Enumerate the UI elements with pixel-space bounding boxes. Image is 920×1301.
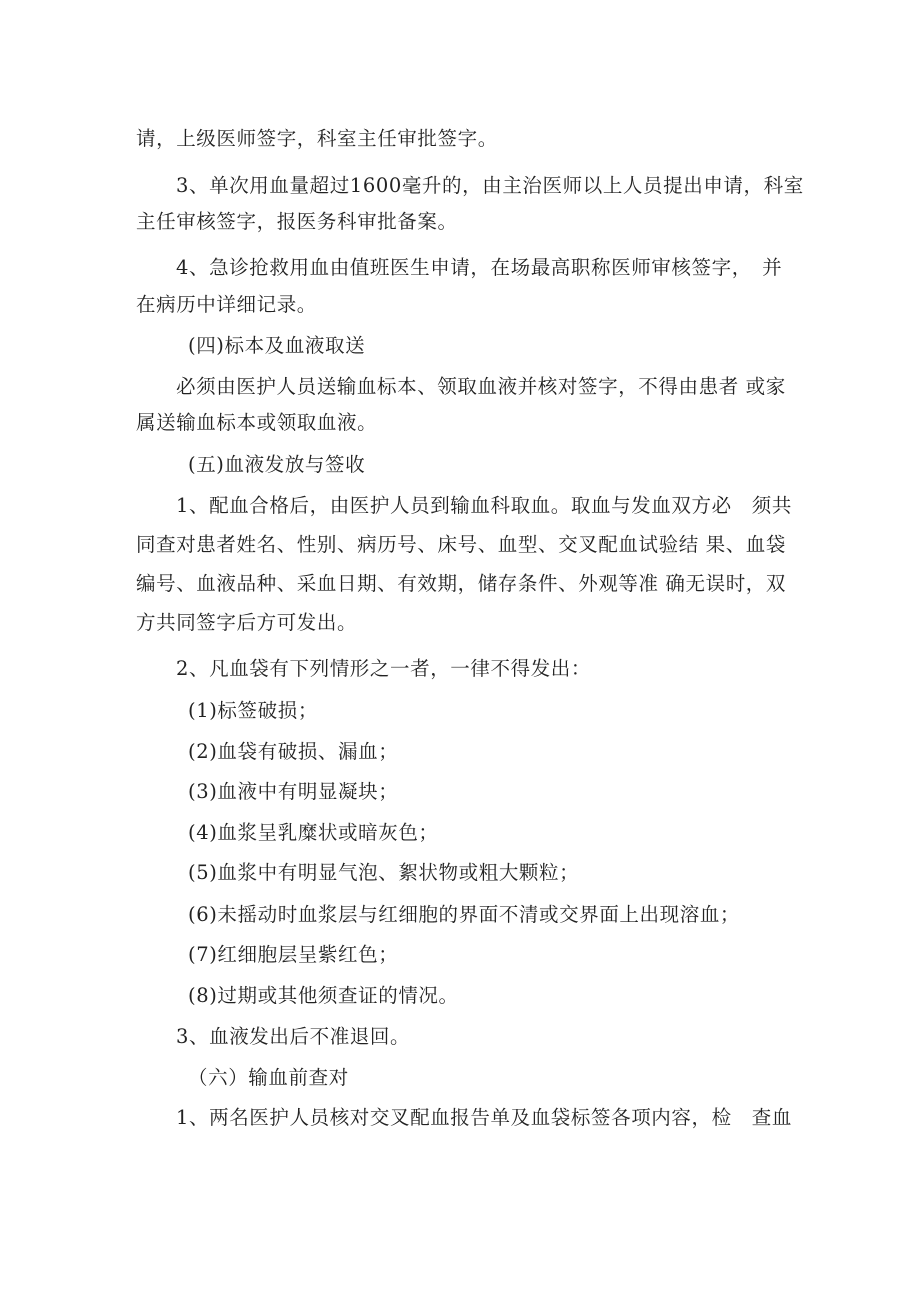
text-line: 编号、血液品种、采血日期、有效期，储存条件、外观等准 确无误时，双 — [136, 572, 786, 595]
text-line: 主任审核签字，报医务科审批备案。 — [136, 210, 458, 233]
text-line: 3、单次用血量超过1600毫升的，由主治医师以上人员提出申请，科室 — [176, 174, 804, 197]
text-line: 4、急诊抢救用血由值班医生申请，在场最高职称医师审核签字， 并 — [176, 256, 783, 279]
list-item: (5)血浆中有明显气泡、絮状物或粗大颗粒； — [188, 861, 580, 884]
list-item: (3)血液中有明显凝块； — [188, 780, 399, 803]
list-item: (8)过期或其他须查证的情况。 — [188, 984, 459, 1007]
text-line: 请，上级医师签字，科室主任审批签字。 — [136, 127, 498, 150]
list-item: (6)未摇动时血浆层与红细胞的界面不清或交界面上出现溶血； — [188, 903, 741, 926]
list-item: (4)血浆呈乳糜状或暗灰色； — [188, 821, 439, 844]
list-item: (2)血袋有破损、漏血； — [188, 740, 399, 763]
section-heading: (五)血液发放与签收 — [188, 453, 366, 476]
text-line: 2、凡血袋有下列情形之一者，一律不得发出： — [176, 657, 592, 680]
text-line: 同查对患者姓名、性别、病历号、床号、血型、交叉配血试验结 果、血袋 — [136, 533, 786, 556]
list-item: (1)标签破损； — [188, 699, 318, 722]
text-line: 3、血液发出后不准退回。 — [176, 1025, 411, 1048]
list-item: (7)红细胞层呈紫红色； — [188, 943, 399, 966]
text-line: 在病历中详细记录。 — [136, 293, 317, 316]
text-line: 1、两名医护人员核对交叉配血报告单及血袋标签各项内容，检 查血 — [176, 1106, 793, 1129]
text-line: 必须由医护人员送输血标本、领取血液并核对签字，不得由患者 或家 — [176, 375, 786, 398]
text-line: 1、配血合格后，由医护人员到输血科取血。取血与发血双方必 须共 — [176, 494, 793, 517]
section-heading: （六）输血前查对 — [188, 1066, 349, 1089]
text-line: 方共同签字后方可发出。 — [136, 611, 358, 634]
text-line: 属送输血标本或领取血液。 — [136, 411, 378, 434]
section-heading: (四)标本及血液取送 — [188, 334, 366, 357]
